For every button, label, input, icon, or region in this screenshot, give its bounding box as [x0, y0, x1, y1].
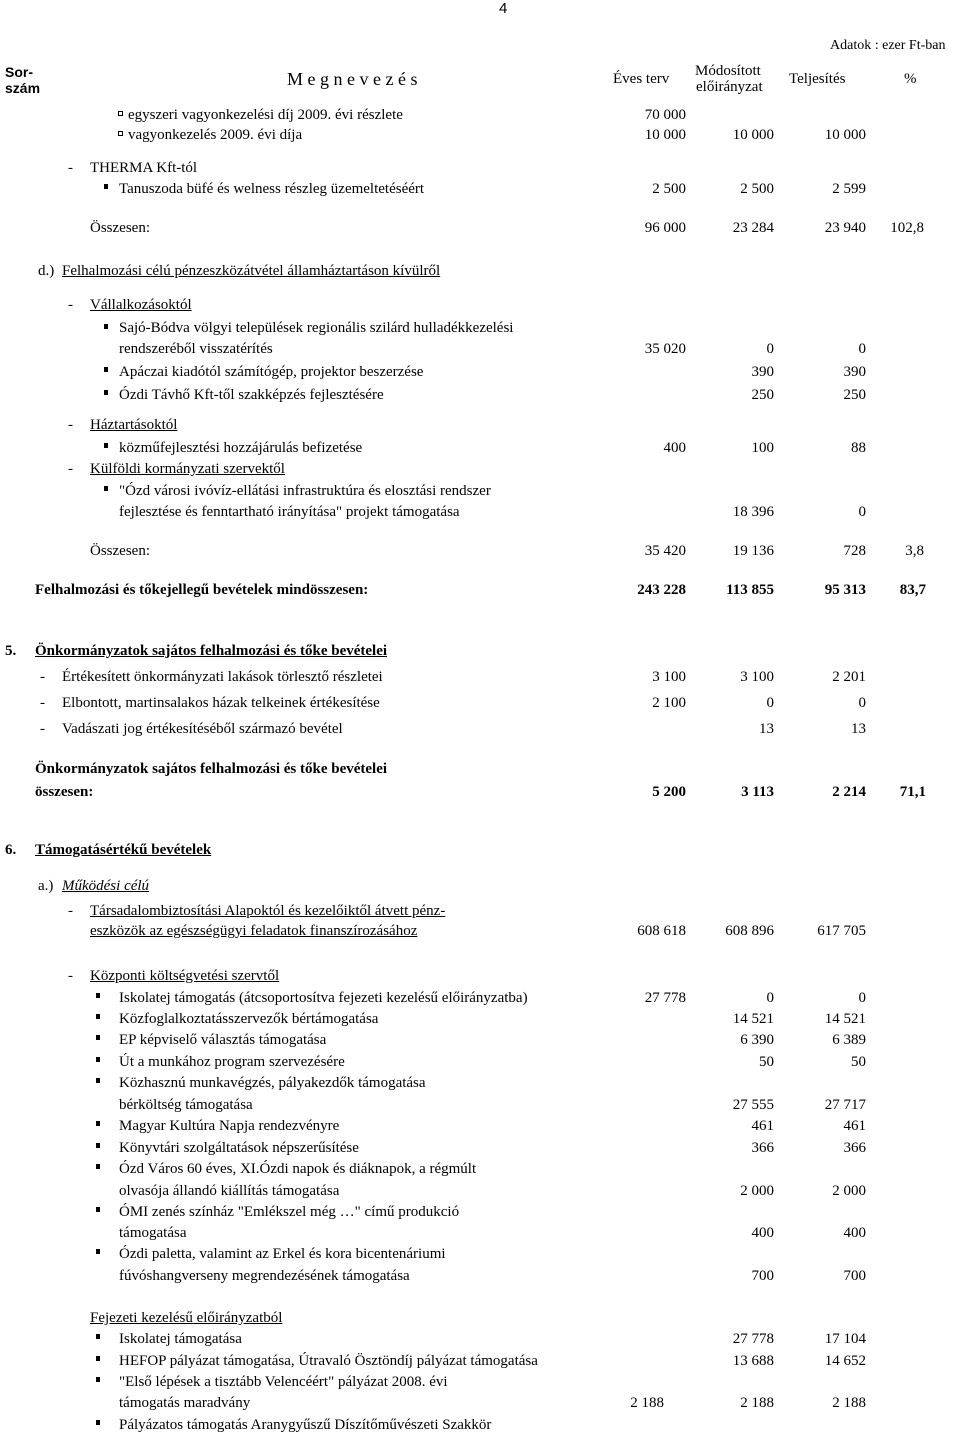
cell-teljesites: 400: [843, 1225, 866, 1241]
cell-teljesites: 13: [851, 721, 866, 737]
group-label: Fejezeti kezelésű előirányzatból: [90, 1310, 283, 1326]
cell-modositott: 23 284: [732, 220, 774, 236]
group-label: Külföldi kormányzati szervektől: [90, 461, 285, 477]
bullet-icon: [96, 993, 100, 998]
bullet-icon: [96, 1078, 100, 1083]
cell-modositott: 3 113: [741, 784, 774, 800]
bullet-icon: [96, 1143, 100, 1148]
row-label: Sajó-Bódva völgyi települések regionális szilárd hulladékkezelési: [119, 320, 514, 336]
section-title: Felhalmozási célú pénzeszközátvétel államháztartáson kívülről: [62, 263, 441, 279]
row-label: Apáczai kiadótól számítógép, projektor beszerzése: [119, 364, 424, 380]
row-label: Út a munkához program szervezésére: [119, 1054, 345, 1070]
cell-teljesites: 14 521: [824, 1011, 866, 1027]
row-label: "Első lépések a tisztább Velencéért" pályázat 2008. évi: [119, 1374, 448, 1390]
row-label: Közhasznú munkavégzés, pályakezdők támogatása: [119, 1075, 426, 1091]
row-label-cont: eszközök az egészségügyi feladatok finanszírozásához: [90, 923, 418, 939]
cell-eves: 2 100: [652, 695, 686, 711]
dash: -: [40, 669, 45, 685]
cell-teljesites: 617 705: [817, 923, 866, 939]
dash: -: [68, 968, 73, 984]
row-label: Elbontott, martinsalakos házak telkeinek értékesítése: [62, 695, 380, 711]
cell-eves: 70 000: [644, 107, 686, 123]
cell-teljesites: 0: [858, 990, 866, 1006]
bullet-icon: [104, 367, 108, 372]
cell-modositott: 400: [751, 1225, 774, 1241]
bullet-icon: [96, 1207, 100, 1212]
bullet-icon: [96, 1121, 100, 1126]
cell-teljesites: 88: [851, 440, 866, 456]
cell-teljesites: 700: [843, 1268, 866, 1284]
header-pct: %: [904, 71, 917, 87]
group-label: Vállalkozásoktól: [90, 297, 192, 313]
cell-eves: 96 000: [644, 220, 686, 236]
dash: -: [68, 903, 73, 919]
cell-pct: 102,8: [890, 220, 924, 236]
bullet-icon: [104, 443, 108, 448]
row-label: Pályázatos támogatás Aranygyűszű Díszítőművészeti Szakkör: [119, 1417, 492, 1433]
bullet-icon: [96, 1057, 100, 1062]
bullet-icon: [104, 324, 108, 329]
grand-total-label: Felhalmozási és tőkejellegű bevételek mindösszesen:: [35, 582, 369, 598]
subsection-prefix: a.): [38, 878, 54, 894]
bullet-icon: [96, 1377, 100, 1382]
page-number: 4: [499, 0, 508, 17]
cell-modositott: 27 778: [732, 1331, 774, 1347]
cell-pct: 83,7: [899, 582, 926, 598]
cell-teljesites: 0: [858, 341, 866, 357]
cell-teljesites: 2 188: [832, 1395, 866, 1411]
cell-modositott: 2 500: [740, 181, 774, 197]
bullet-icon: [104, 184, 108, 189]
bullet-icon: [118, 111, 123, 116]
section-total-label: Önkormányzatok sajátos felhalmozási és tőke bevételei: [35, 761, 388, 777]
cell-teljesites: 366: [843, 1140, 866, 1156]
bullet-icon: [96, 1164, 100, 1169]
section-number: 6.: [5, 842, 17, 858]
header-megnevezes: M e g n e v e z é s: [287, 69, 418, 89]
cell-eves: 2 188: [630, 1395, 664, 1411]
cell-modositott: 608 896: [725, 923, 774, 939]
row-label-cont: fúvóshangverseny megrendezésének támogatása: [119, 1268, 410, 1284]
bullet-icon: [96, 1035, 100, 1040]
cell-teljesites: 390: [843, 364, 866, 380]
cell-modositott: 0: [766, 341, 774, 357]
cell-teljesites: 95 313: [824, 582, 866, 598]
cell-pct: 71,1: [899, 784, 926, 800]
row-label: Társadalombiztosítási Alapoktól és kezelőiktől átvett pénz-: [90, 903, 446, 919]
row-label: Közfoglalkoztatásszervezők bértámogatása: [119, 1011, 379, 1027]
row-label-cont: fejlesztése és fenntartható irányítása" projekt támogatása: [119, 504, 460, 520]
cell-teljesites: 2 214: [832, 784, 866, 800]
row-label: Ózdi Távhő Kft-től szakképzés fejlesztésére: [119, 387, 384, 403]
cell-modositott: 2 188: [740, 1395, 774, 1411]
cell-teljesites: 2 201: [832, 669, 866, 685]
cell-modositott: 3 100: [740, 669, 774, 685]
row-label: ÓMI zenés színház "Emlékszel még …" című produkció: [119, 1204, 460, 1220]
cell-modositott: 19 136: [732, 543, 774, 559]
row-label: Iskolatej támogatás (átcsoportosítva fejezeti kezelésű előirányzatba): [119, 990, 528, 1006]
section-title: Támogatásértékű bevételek: [35, 842, 212, 858]
cell-teljesites: 27 717: [824, 1097, 866, 1113]
section-title: Önkormányzatok sajátos felhalmozási és tőke bevételei: [35, 643, 388, 659]
subtotal-label: Összesen:: [90, 220, 150, 236]
row-label-cont: támogatása: [119, 1225, 187, 1241]
group-label: THERMA Kft-tól: [90, 160, 198, 176]
cell-modositott: 0: [766, 695, 774, 711]
bullet-icon: [96, 1420, 100, 1425]
row-label: EP képviselő választás támogatása: [119, 1032, 327, 1048]
header-eves-terv: Éves terv: [613, 71, 670, 87]
group-label: Központi költségvetési szervtől: [90, 968, 280, 984]
cell-teljesites: 6 389: [832, 1032, 866, 1048]
cell-eves: 10 000: [644, 127, 686, 143]
cell-eves: 608 618: [637, 923, 686, 939]
dash: -: [68, 417, 73, 433]
section-number: 5.: [5, 643, 17, 659]
bullet-icon: [96, 1014, 100, 1019]
subtotal-label: Összesen:: [90, 543, 150, 559]
row-label: Könyvtári szolgáltatások népszerűsítése: [119, 1140, 359, 1156]
cell-teljesites: 0: [858, 504, 866, 520]
row-label: vagyonkezelés 2009. évi díja: [128, 127, 303, 143]
cell-modositott: 461: [751, 1118, 774, 1134]
row-label: Ózd Város 60 éves, XI.Ózdi napok és diáknapok, a régmúlt: [119, 1161, 477, 1177]
cell-modositott: 2 000: [740, 1183, 774, 1199]
cell-modositott: 13: [759, 721, 774, 737]
cell-teljesites: 10 000: [824, 127, 866, 143]
bullet-icon: [96, 1249, 100, 1254]
dash: -: [68, 297, 73, 313]
cell-modositott: 250: [751, 387, 774, 403]
cell-teljesites: 2 599: [832, 181, 866, 197]
cell-modositott: 113 855: [726, 582, 774, 598]
cell-teljesites: 17 104: [824, 1331, 866, 1347]
row-label-cont: bérköltség támogatása: [119, 1097, 253, 1113]
cell-eves: 5 200: [652, 784, 686, 800]
row-label: Értékesített önkormányzati lakások törlesztő részletei: [62, 669, 383, 685]
cell-modositott: 14 521: [732, 1011, 774, 1027]
row-label: egyszeri vagyonkezelési díj 2009. évi részlete: [128, 107, 403, 123]
row-label: Vadászati jog értékesítéséből származó bevétel: [62, 721, 343, 737]
row-label: Magyar Kultúra Napja rendezvényre: [119, 1118, 340, 1134]
section-total-label-cont: összesen:: [35, 784, 94, 800]
cell-teljesites: 14 652: [824, 1353, 866, 1369]
cell-teljesites: 2 000: [832, 1183, 866, 1199]
bullet-icon: [96, 1356, 100, 1361]
header-modositott-1: Módosított: [695, 63, 761, 79]
row-label: "Ózd városi ivóvíz-ellátási infrastruktúra és elosztási rendszer: [119, 483, 491, 499]
header-sor-1: Sor-: [5, 64, 33, 80]
cell-eves: 243 228: [637, 582, 686, 598]
row-label-cont: rendszeréből visszatérítés: [119, 341, 273, 357]
cell-teljesites: 250: [843, 387, 866, 403]
cell-eves: 35 020: [644, 341, 686, 357]
cell-modositott: 13 688: [732, 1353, 774, 1369]
cell-teljesites: 23 940: [824, 220, 866, 236]
row-label: Ózdi paletta, valamint az Erkel és kora bicentenáriumi: [119, 1246, 446, 1262]
cell-pct: 3,8: [905, 543, 924, 559]
cell-modositott: 10 000: [732, 127, 774, 143]
bullet-icon: [104, 486, 108, 491]
row-label: Iskolatej támogatása: [119, 1331, 242, 1347]
cell-teljesites: 0: [858, 695, 866, 711]
bullet-icon: [96, 1334, 100, 1339]
cell-modositott: 27 555: [732, 1097, 774, 1113]
dash: -: [40, 721, 45, 737]
cell-modositott: 0: [766, 990, 774, 1006]
dash: -: [68, 461, 73, 477]
cell-eves: 3 100: [652, 669, 686, 685]
dash: -: [68, 160, 73, 176]
cell-modositott: 50: [759, 1054, 774, 1070]
row-label: HEFOP pályázat támogatása, Útravaló Ösztöndíj pályázat támogatása: [119, 1353, 538, 1369]
row-label-cont: támogatás maradvány: [119, 1395, 251, 1411]
group-label: Háztartásoktól: [90, 417, 178, 433]
cell-modositott: 18 396: [732, 504, 774, 520]
cell-modositott: 390: [751, 364, 774, 380]
cell-teljesites: 50: [851, 1054, 866, 1070]
bullet-icon: [104, 390, 108, 395]
header-modositott-2: előirányzat: [696, 79, 763, 95]
subsection-title: Működési célú: [62, 878, 150, 894]
header-sor-2: szám: [5, 80, 41, 96]
row-label: Tanuszoda büfé és welness részleg üzemeltetéséért: [119, 181, 425, 197]
dash: -: [40, 695, 45, 711]
cell-eves: 2 500: [652, 181, 686, 197]
row-label: közműfejlesztési hozzájárulás befizetése: [119, 440, 363, 456]
cell-teljesites: 728: [843, 543, 866, 559]
cell-modositott: 6 390: [740, 1032, 774, 1048]
row-label-cont: olvasója állandó kiállítás támogatása: [119, 1183, 340, 1199]
cell-eves: 400: [663, 440, 686, 456]
cell-eves: 27 778: [644, 990, 686, 1006]
cell-teljesites: 461: [843, 1118, 866, 1134]
header-teljesites: Teljesítés: [789, 71, 846, 87]
cell-eves: 35 420: [644, 543, 686, 559]
bullet-icon: [118, 131, 123, 136]
cell-modositott: 700: [751, 1268, 774, 1284]
section-prefix: d.): [38, 263, 55, 279]
cell-modositott: 366: [751, 1140, 774, 1156]
cell-modositott: 100: [751, 440, 774, 456]
units-note: Adatok : ezer Ft-ban: [830, 38, 946, 53]
